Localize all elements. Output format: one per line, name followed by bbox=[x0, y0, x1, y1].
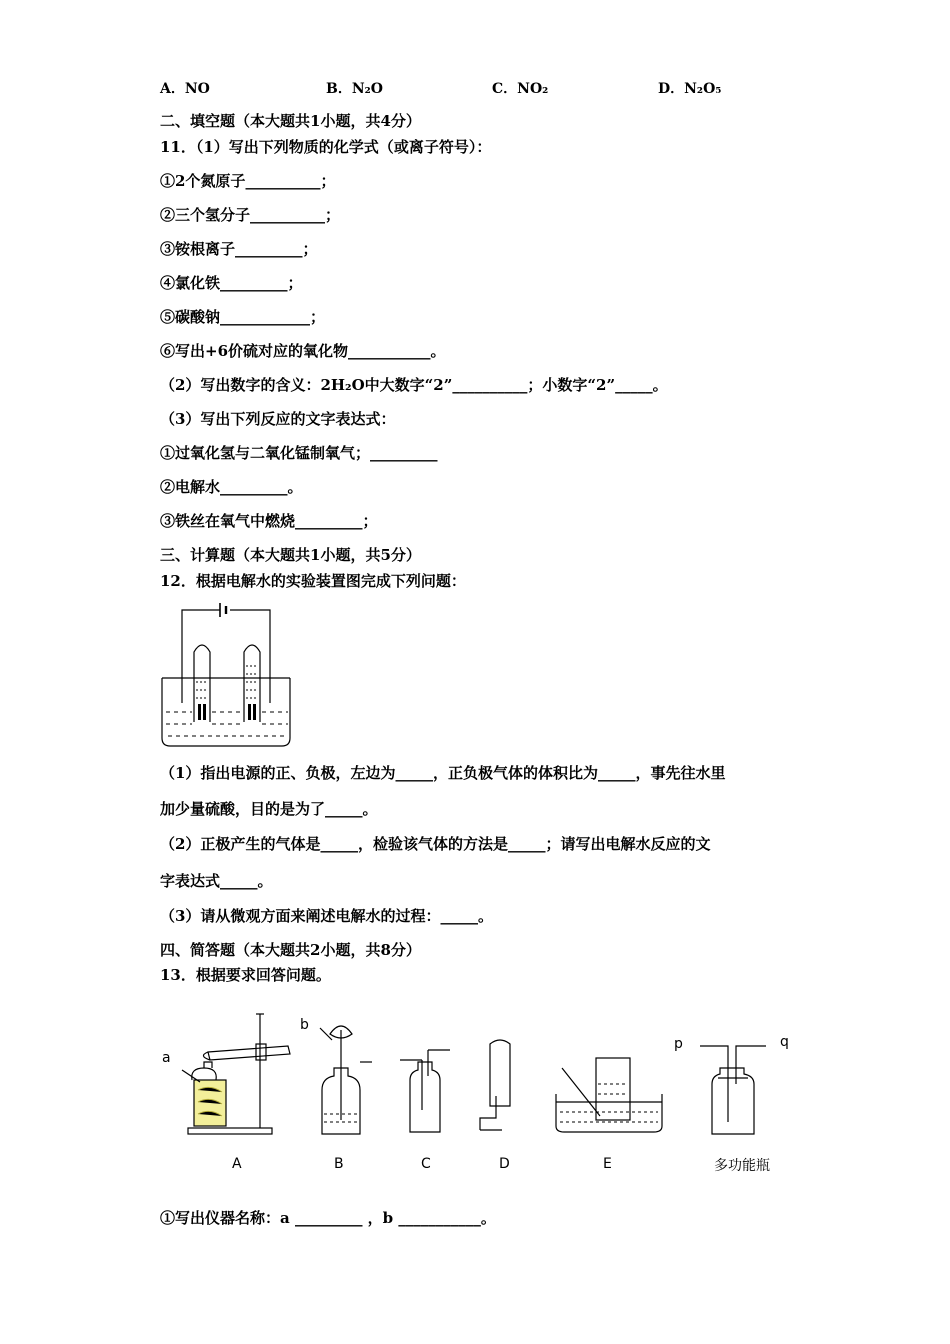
fig-label-b: b bbox=[300, 1017, 309, 1033]
section3-title: 三、计算题（本大题共1小题，共5分） bbox=[160, 546, 421, 564]
q11-reaction-2: ②电解水_________。 bbox=[160, 478, 303, 496]
fig-label-D: D bbox=[499, 1156, 510, 1172]
fig-label-bottle: 多功能瓶 bbox=[714, 1158, 770, 1174]
fig-label-q: q bbox=[780, 1034, 789, 1050]
q11-item-1: ①2个氮原子__________； bbox=[160, 172, 336, 190]
fig-label-C: C bbox=[421, 1156, 431, 1172]
fig-label-A: A bbox=[232, 1156, 242, 1172]
fig-label-B: B bbox=[334, 1156, 344, 1172]
q11-item-6: ⑥写出+6价硫对应的氧化物___________。 bbox=[160, 342, 446, 360]
q11-item-4: ④氯化铁_________； bbox=[160, 274, 303, 292]
q12-stem: 12．根据电解水的实验装置图完成下列问题： bbox=[160, 572, 466, 590]
lab-apparatus-figure bbox=[160, 1010, 800, 1140]
q11-part-3: （3）写出下列反应的文字表达式： bbox=[160, 410, 396, 428]
q11-item-3: ③铵根离子_________； bbox=[160, 240, 318, 258]
electrolysis-apparatus-figure bbox=[158, 600, 294, 750]
q12-part-2-line-2: 字表达式_____。 bbox=[160, 872, 273, 890]
q13-part-1: ①写出仪器名称：a _________ ，b ___________。 bbox=[160, 1209, 496, 1227]
q12-part-1-line-2: 加少量硫酸，目的是为了_____。 bbox=[160, 800, 378, 818]
fig-label-a: a bbox=[162, 1050, 171, 1066]
q11-part-2: （2）写出数字的含义：2H₂O中大数字“2”__________；小数字“2”_____。 bbox=[160, 376, 668, 394]
option-d: D．N₂O₅ bbox=[658, 81, 722, 97]
q12-part-3: （3）请从微观方面来阐述电解水的过程：_____。 bbox=[160, 907, 493, 925]
option-c: C．NO₂ bbox=[492, 81, 549, 97]
q11-item-2: ②三个氢分子__________； bbox=[160, 206, 341, 224]
q11-item-5: ⑤碳酸钠____________； bbox=[160, 308, 326, 326]
section2-title: 二、填空题（本大题共1小题，共4分） bbox=[160, 112, 421, 130]
q12-part-1-line-1: （1）指出电源的正、负极，左边为_____，正负极气体的体积比为_____，事先往水里 bbox=[160, 764, 726, 782]
fig-label-E: E bbox=[603, 1156, 612, 1172]
q11-stem: 11．（1）写出下列物质的化学式（或离子符号）： bbox=[160, 138, 492, 156]
q13-stem: 13．根据要求回答问题。 bbox=[160, 966, 331, 984]
option-a: A．NO bbox=[160, 81, 210, 97]
fig-label-p: p bbox=[674, 1036, 683, 1052]
q11-reaction-3: ③铁丝在氧气中燃烧_________； bbox=[160, 512, 378, 530]
q12-part-2-line-1: （2）正极产生的气体是_____，检验该气体的方法是_____；请写出电解水反应的文 bbox=[160, 835, 711, 853]
option-b: B．N₂O bbox=[326, 81, 383, 97]
section4-title: 四、简答题（本大题共2小题，共8分） bbox=[160, 941, 421, 959]
q11-reaction-1: ①过氧化氢与二氧化锰制氧气；_________ bbox=[160, 444, 438, 462]
